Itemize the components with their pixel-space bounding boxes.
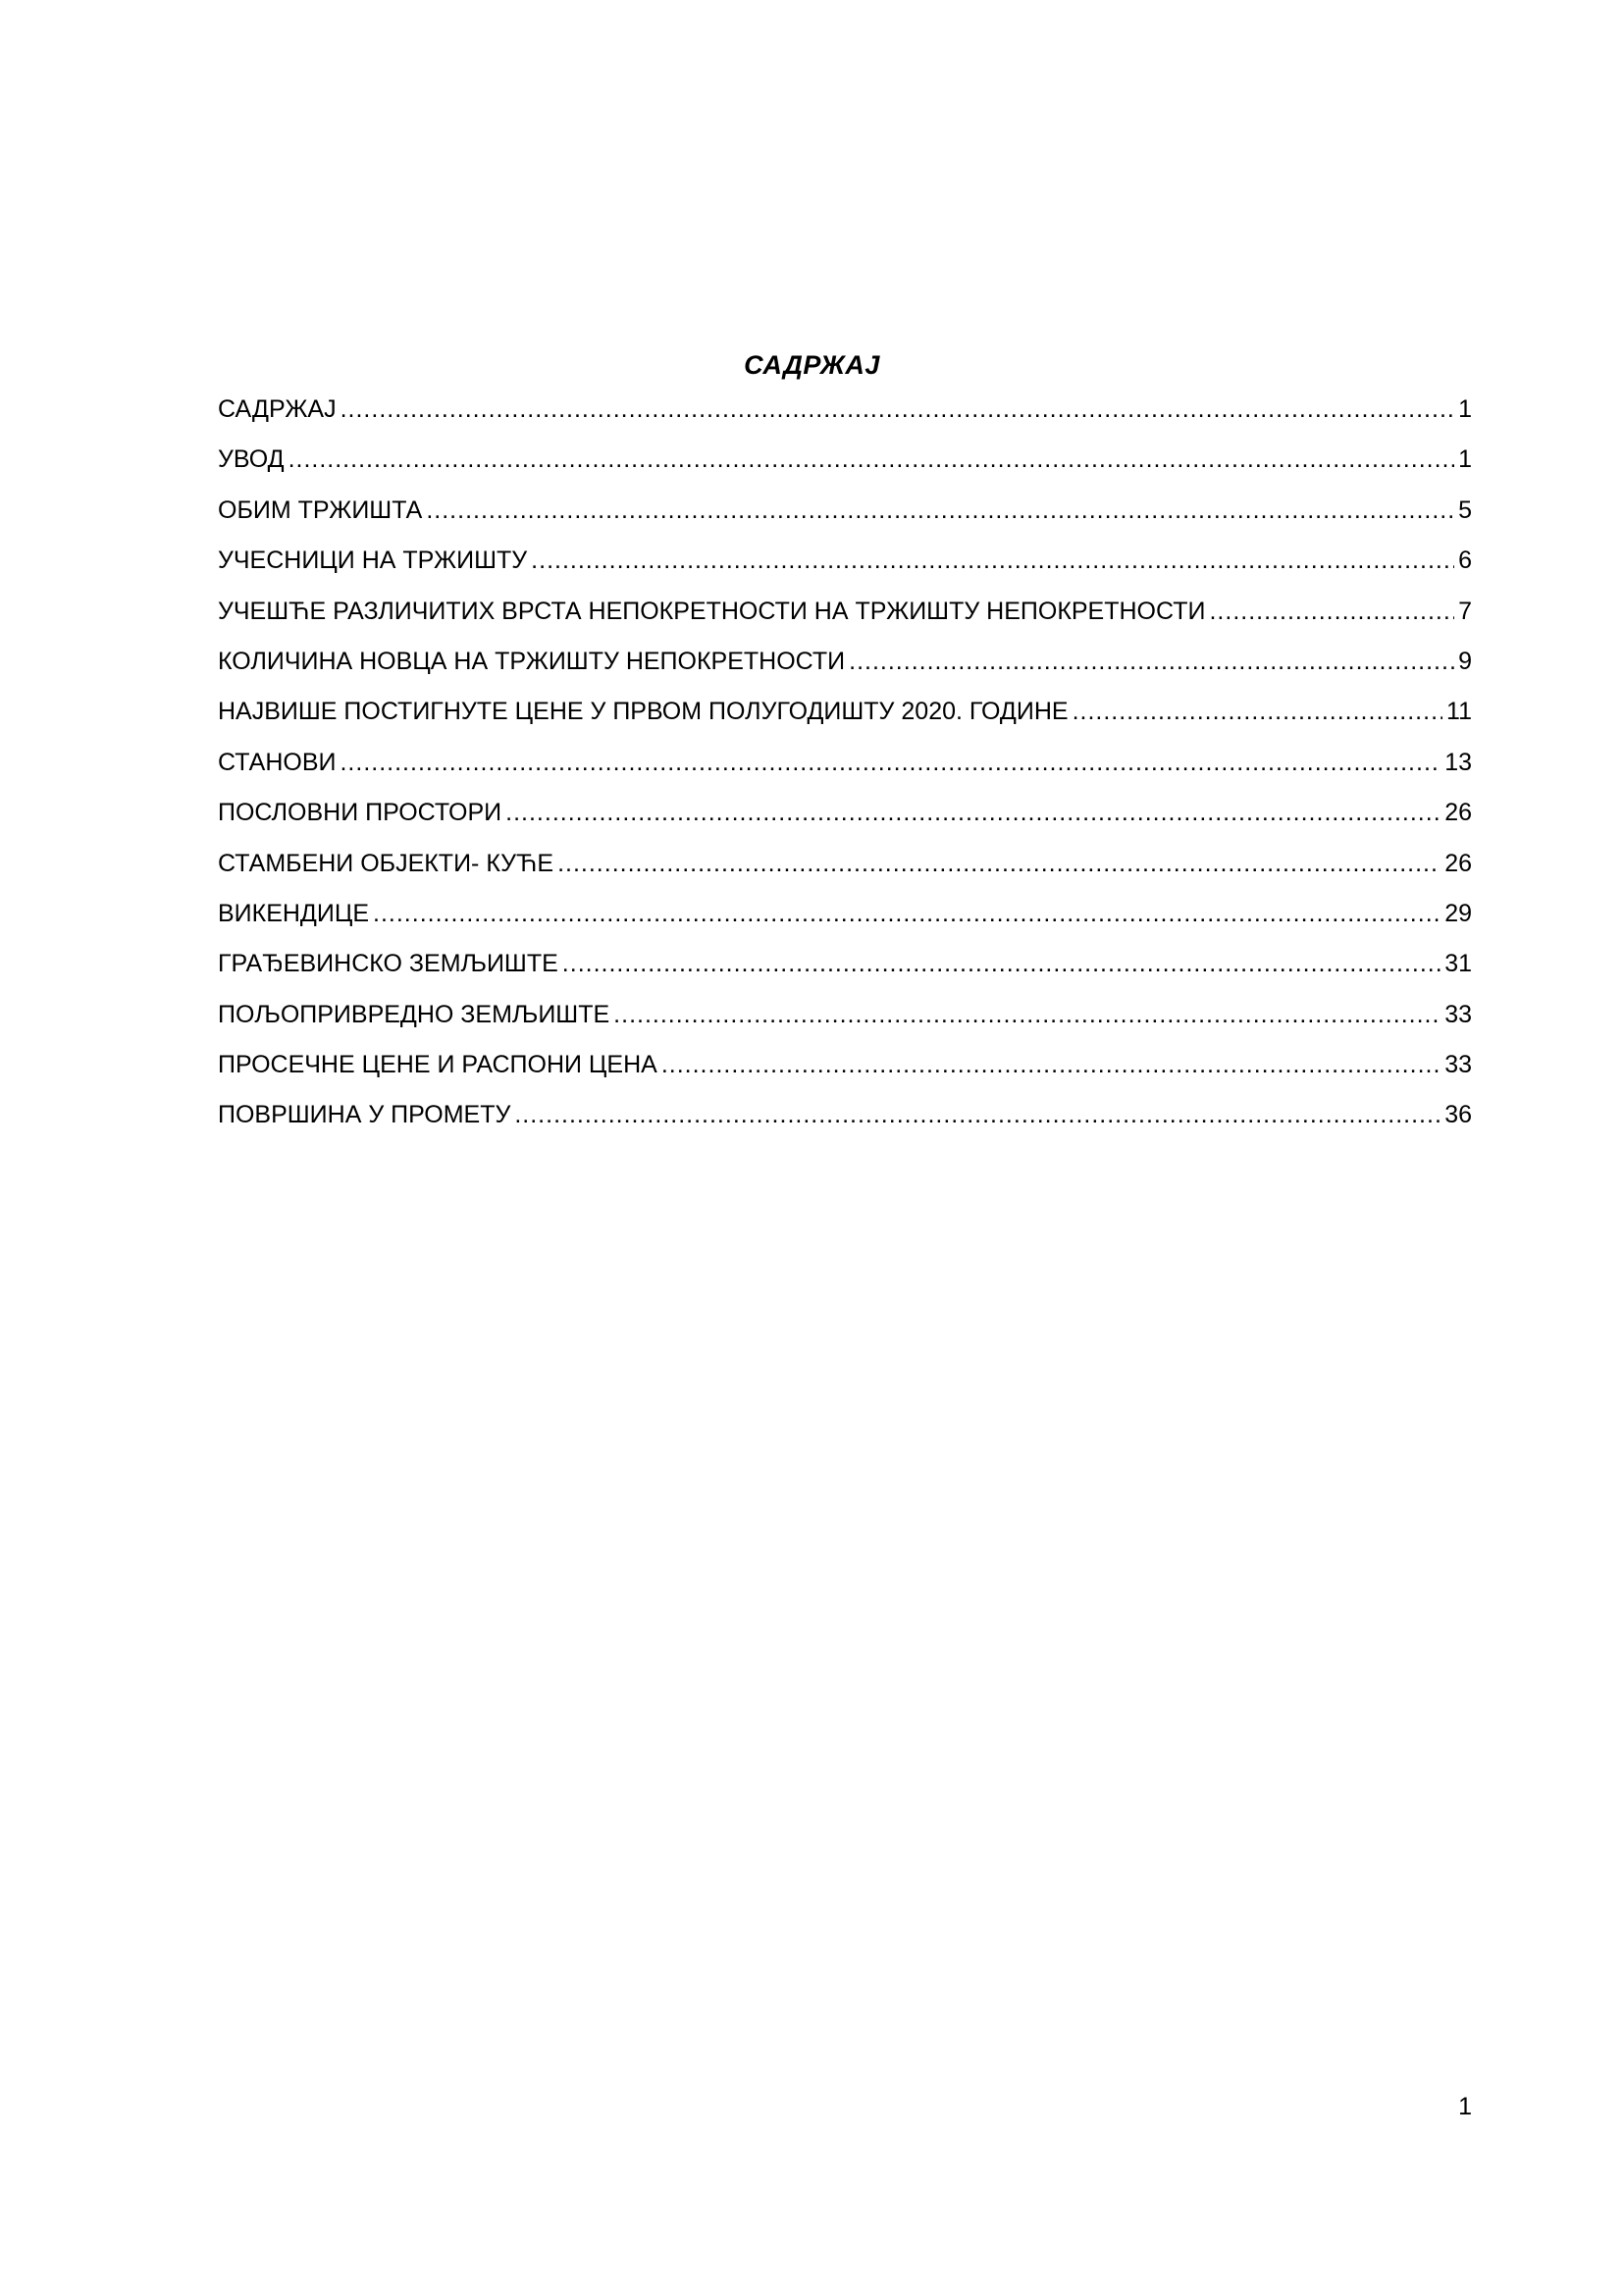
toc-entry-page: 36 (1444, 1101, 1472, 1129)
toc-entry-label: ВИКЕНДИЦЕ (218, 899, 370, 927)
toc-entry-page: 26 (1444, 849, 1472, 877)
toc-dot-leader (505, 794, 1441, 831)
toc-entry-label: УВОД (218, 445, 285, 474)
toc-dot-leader (849, 643, 1454, 680)
toc-entry[interactable] (218, 945, 1472, 995)
toc-dot-leader (341, 391, 1455, 428)
toc-entry[interactable] (218, 441, 1472, 491)
toc-entry-label: СТАНОВИ (218, 748, 337, 776)
toc-entry-label: САДРЖАЈ (218, 395, 337, 423)
toc-entry-label: ОБИМ ТРЖИШТА (218, 496, 423, 524)
page-number: 1 (1458, 2093, 1472, 2120)
toc-entry-page: 6 (1458, 547, 1472, 575)
toc-entry-page: 11 (1446, 698, 1472, 726)
toc-entry-label: УЧЕШЋЕ РАЗЛИЧИТИХ ВРСТА НЕПОКРЕТНОСТИ НА ТРЖИШТУ НЕПОКРЕТНОСТИ (218, 597, 1206, 625)
toc-entry-page: 31 (1444, 950, 1472, 978)
toc-dot-leader (531, 542, 1454, 579)
toc-entry-label: КОЛИЧИНА НОВЦА НА ТРЖИШТУ НЕПОКРЕТНОСТИ (218, 647, 846, 675)
toc-entry[interactable] (218, 643, 1472, 693)
toc-entry[interactable] (218, 744, 1472, 794)
toc-entry-page: 5 (1458, 496, 1472, 524)
toc-entry-label: НАЈВИШЕ ПОСТИГНУТЕ ЦЕНЕ У ПРВОМ ПОЛУГОДИШТУ 2020. ГОДИНЕ (218, 698, 1069, 726)
toc-entry-label: ПОЉОПРИВРЕДНО ЗЕМЉИШТЕ (218, 1000, 610, 1028)
toc-entry-label: ПОВРШИНА У ПРОМЕТУ (218, 1101, 511, 1129)
toc-entry[interactable] (218, 542, 1472, 592)
toc-entry-label: ПОСЛОВНИ ПРОСТОРИ (218, 799, 502, 827)
toc-entry-label: УЧЕСНИЦИ НА ТРЖИШТУ (218, 547, 528, 575)
toc-entry[interactable] (218, 1046, 1472, 1096)
toc-entry-page: 29 (1444, 899, 1472, 927)
toc-dot-leader (340, 744, 1441, 781)
toc-entry[interactable] (218, 693, 1472, 743)
toc-entry-page: 7 (1458, 597, 1472, 625)
toc-dot-leader (613, 996, 1441, 1033)
toc-entry-page: 9 (1458, 647, 1472, 675)
toc-dot-leader (373, 895, 1441, 932)
toc-dot-leader (1209, 593, 1454, 630)
toc-dot-leader (1073, 693, 1442, 730)
toc-entry-page: 33 (1444, 1000, 1472, 1028)
toc-entry[interactable] (218, 391, 1472, 441)
toc-entry-page: 33 (1444, 1051, 1472, 1079)
toc-dot-leader (426, 492, 1454, 529)
toc-title: САДРЖАЈ (744, 350, 880, 380)
toc-entry-label: СТАМБЕНИ ОБЈЕКТИ- КУЋЕ (218, 849, 554, 877)
toc-entry[interactable] (218, 492, 1472, 542)
toc-entry-page: 13 (1444, 748, 1472, 776)
toc-dot-leader (661, 1046, 1441, 1083)
toc-entry-label: ГРАЂЕВИНСКО ЗЕМЉИШТЕ (218, 950, 558, 978)
toc-dot-leader (288, 441, 1455, 478)
toc-entry[interactable] (218, 895, 1472, 945)
toc-entry-page: 1 (1458, 445, 1472, 474)
toc-dot-leader (562, 945, 1441, 982)
toc-entry-page: 26 (1444, 799, 1472, 827)
table-of-contents (218, 391, 1472, 1147)
toc-entry[interactable] (218, 845, 1472, 895)
toc-entry[interactable] (218, 1096, 1472, 1146)
toc-entry[interactable] (218, 593, 1472, 643)
toc-dot-leader (514, 1096, 1441, 1133)
toc-entry[interactable] (218, 794, 1472, 844)
toc-entry-page: 1 (1458, 395, 1472, 423)
toc-entry-label: ПРОСЕЧНЕ ЦЕНЕ И РАСПОНИ ЦЕНА (218, 1051, 657, 1079)
toc-entry[interactable] (218, 996, 1472, 1046)
toc-dot-leader (557, 845, 1441, 882)
